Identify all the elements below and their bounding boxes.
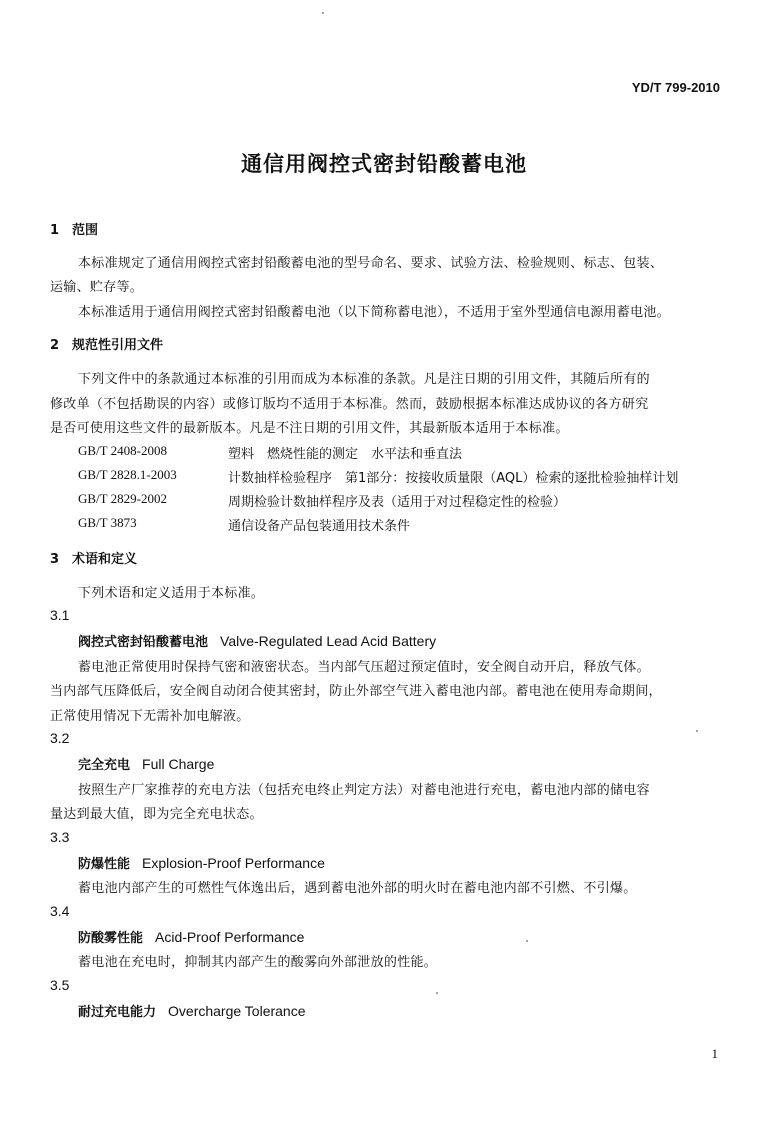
term-english: Valve-Regulated Lead Acid Battery bbox=[220, 633, 437, 649]
standard-code: YD/T 799-2010 bbox=[631, 80, 720, 95]
section-3-intro: 下列术语和定义适用于本标准。 bbox=[78, 586, 265, 601]
term-chinese: 完全充电 bbox=[78, 758, 131, 773]
term-definition-line: 蓄电池内部产生的可燃性气体逸出后，遇到蓄电池外部的明火时在蓄电池内部不引燃、不引爆。 bbox=[78, 881, 637, 896]
section-1-paragraph-line: 本标准规定了通信用阀控式密封铅酸蓄电池的型号命名、要求、试验方法、检验规则、标志、包装、 bbox=[78, 256, 664, 271]
section-number: 3 bbox=[50, 552, 60, 567]
term-english: Full Charge bbox=[142, 756, 215, 772]
section-3-heading bbox=[50, 548, 137, 567]
reference-title: 通信设备产品包装通用技术条件 bbox=[228, 519, 411, 534]
term-chinese: 耐过充电能力 bbox=[78, 1005, 157, 1020]
section-1-heading bbox=[50, 219, 98, 238]
clause-number: 3.4 bbox=[50, 903, 70, 919]
document-title: 通信用阀控式密封铅酸蓄电池 bbox=[241, 152, 527, 176]
term-heading bbox=[78, 853, 325, 872]
reference-title: 周期检验计数抽样程序及表（适用于对过程稳定性的检验） bbox=[228, 495, 567, 510]
section-2-paragraph-line: 下列文件中的条款通过本标准的引用而成为本标准的条款。凡是注日期的引用文件，其随后所有的 bbox=[78, 372, 650, 387]
section-2-paragraph-line: 修改单（不包括勘误的内容）或修订版均不适用于本标准。然而，鼓励根据本标准达成协议的各方研究 bbox=[50, 397, 649, 412]
term-heading bbox=[78, 631, 436, 650]
section-title: 术语和定义 bbox=[72, 552, 138, 567]
term-english: Explosion-Proof Performance bbox=[142, 855, 325, 871]
section-title: 规范性引用文件 bbox=[72, 338, 164, 353]
section-number: 1 bbox=[50, 223, 60, 238]
term-definition-line: 蓄电池正常使用时保持气密和液密状态。当内部气压超过预定值时，安全阀自动开启，释放气体。 bbox=[78, 660, 650, 675]
clause-number: 3.2 bbox=[50, 730, 70, 746]
term-definition-line: 按照生产厂家推荐的充电方法（包括充电终止判定方法）对蓄电池进行充电，蓄电池内部的储电容 bbox=[78, 783, 650, 798]
page-number: 1 bbox=[711, 1046, 718, 1061]
scan-speck bbox=[526, 940, 528, 942]
scan-speck bbox=[696, 730, 698, 732]
reference-title: 塑料 燃烧性能的测定 水平法和垂直法 bbox=[228, 447, 463, 462]
term-definition-line: 当内部气压降低后，安全阀自动闭合使其密封，防止外部空气进入蓄电池内部。蓄电池在使用寿命期间， bbox=[50, 684, 662, 699]
clause-number: 3.5 bbox=[50, 977, 70, 993]
term-heading bbox=[78, 1001, 306, 1020]
term-chinese: 防酸雾性能 bbox=[78, 931, 144, 946]
reference-title: 计数抽样检验程序 第1部分：按接收质量限（AQL）检索的逐批检验抽样计划 bbox=[228, 471, 679, 486]
term-english: Overcharge Tolerance bbox=[168, 1003, 306, 1019]
reference-code: GB/T 2829-2002 bbox=[78, 491, 167, 506]
reference-code: GB/T 2408-2008 bbox=[78, 443, 167, 458]
term-definition-line: 蓄电池在充电时，抑制其内部产生的酸雾向外部泄放的性能。 bbox=[78, 955, 438, 970]
section-2-paragraph-line: 是否可使用这些文件的最新版本。凡是不注日期的引用文件，其最新版本适用于本标准。 bbox=[50, 421, 569, 436]
reference-code: GB/T 2828.1-2003 bbox=[78, 467, 177, 482]
clause-number: 3.3 bbox=[50, 829, 70, 845]
reference-code: GB/T 3873 bbox=[78, 515, 137, 530]
section-2-heading bbox=[50, 334, 163, 353]
term-heading bbox=[78, 927, 304, 946]
term-definition-line: 量达到最大值，即为完全充电状态。 bbox=[50, 807, 263, 822]
term-heading bbox=[78, 754, 214, 773]
term-definition-line: 正常使用情况下无需补加电解液。 bbox=[50, 709, 250, 724]
clause-number: 3.1 bbox=[50, 607, 70, 623]
scan-speck bbox=[322, 12, 324, 14]
section-1-paragraph-line: 本标准适用于通信用阀控式密封铅酸蓄电池（以下简称蓄电池），不适用于室外型通信电源用蓄电池。 bbox=[78, 305, 671, 320]
term-chinese: 防爆性能 bbox=[78, 857, 131, 872]
section-number: 2 bbox=[50, 338, 60, 353]
term-chinese: 阀控式密封铅酸蓄电池 bbox=[78, 635, 209, 650]
scan-speck bbox=[436, 992, 438, 994]
term-english: Acid-Proof Performance bbox=[155, 929, 305, 945]
section-1-paragraph-line: 运输、贮存等。 bbox=[50, 280, 144, 295]
section-title: 范围 bbox=[72, 223, 99, 238]
